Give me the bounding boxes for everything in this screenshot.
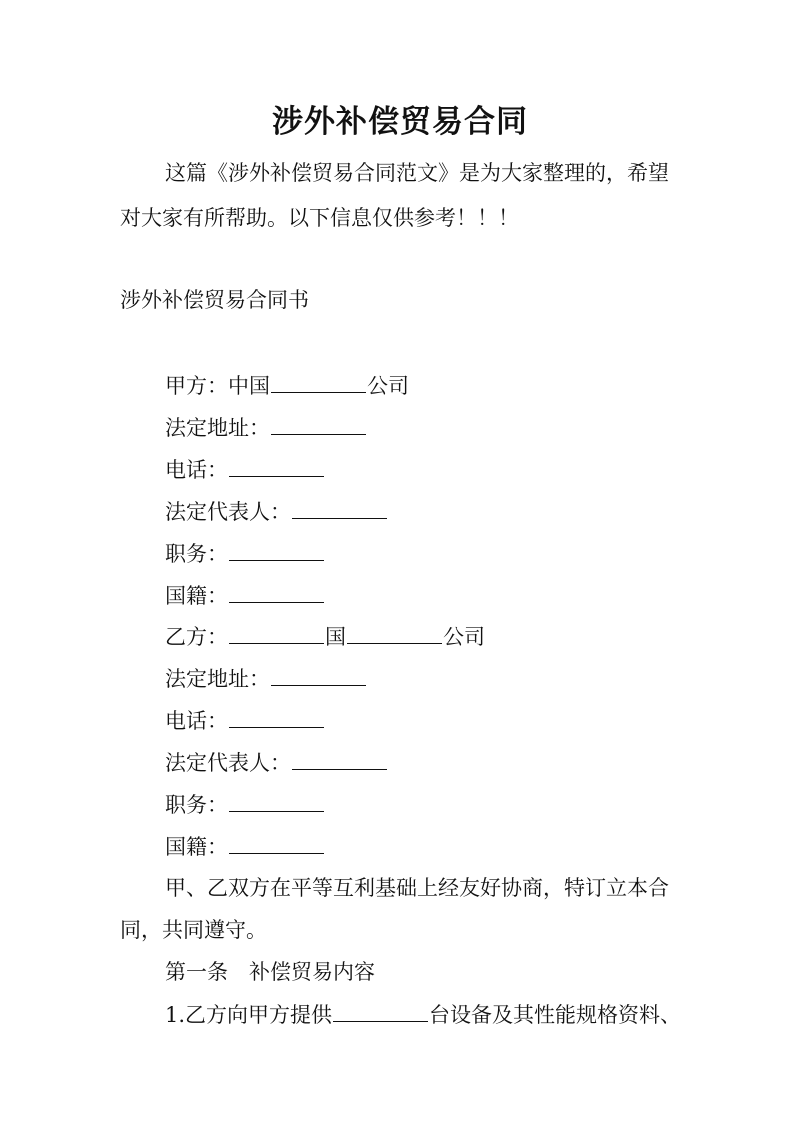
item-1-suffix: 台设备及其性能规格资料、 — [429, 1003, 682, 1027]
party-b-representative-line — [165, 749, 388, 776]
party-b-company-blank — [347, 623, 442, 644]
party-b-address-label: 法定地址： — [165, 667, 270, 691]
party-b-representative-label: 法定代表人： — [165, 751, 291, 775]
party-b-address-line — [165, 665, 367, 692]
party-b-label: 乙方： — [165, 625, 228, 649]
party-a-label: 甲方：中国 — [165, 374, 270, 398]
party-a-nationality-line — [165, 582, 325, 609]
agreement-paragraph-line-1: 甲、乙双方在平等互利基础上经友好协商，特订立本合 — [165, 876, 669, 900]
document-title: 涉外补偿贸易合同 — [272, 104, 528, 140]
party-b-country-suffix: 国 — [325, 625, 346, 649]
article-1-item-1 — [165, 1001, 681, 1028]
party-a-nationality-blank — [229, 582, 324, 603]
party-a-position-blank — [229, 540, 324, 561]
contract-subtitle: 涉外补偿贸易合同书 — [120, 288, 309, 312]
item-1-prefix: 1.乙方向甲方提供 — [165, 1003, 333, 1027]
party-b-nationality-blank — [229, 833, 324, 854]
party-b-suffix: 公司 — [443, 625, 485, 649]
party-b-phone-blank — [229, 707, 324, 728]
party-b-representative-blank — [292, 749, 387, 770]
party-a-representative-blank — [292, 498, 387, 519]
party-b-country-blank — [229, 623, 324, 644]
party-b-address-blank — [271, 665, 366, 686]
party-b-line — [165, 623, 485, 650]
party-b-phone-label: 电话： — [165, 709, 228, 733]
party-a-phone-line — [165, 456, 325, 483]
party-a-phone-blank — [229, 456, 324, 477]
party-a-address-blank — [271, 414, 366, 435]
party-a-suffix: 公司 — [367, 374, 409, 398]
party-a-phone-label: 电话： — [165, 458, 228, 482]
party-a-line — [165, 372, 409, 399]
party-b-position-line — [165, 791, 325, 818]
party-a-position-line — [165, 540, 325, 567]
party-a-nationality-label: 国籍： — [165, 584, 228, 608]
party-b-phone-line — [165, 707, 325, 734]
agreement-paragraph-line-2: 同，共同遵守。 — [120, 918, 267, 942]
party-a-position-label: 职务： — [165, 542, 228, 566]
intro-paragraph-line-2: 对大家有所帮助。以下信息仅供参考！！！ — [120, 206, 519, 230]
party-b-position-label: 职务： — [165, 793, 228, 817]
party-b-position-blank — [229, 791, 324, 812]
item-1-quantity-blank — [333, 1001, 428, 1022]
party-a-address-line — [165, 414, 367, 441]
party-b-nationality-label: 国籍： — [165, 835, 228, 859]
party-a-representative-label: 法定代表人： — [165, 500, 291, 524]
party-a-company-blank — [271, 372, 366, 393]
article-1-heading: 第一条 补偿贸易内容 — [165, 960, 375, 984]
party-a-address-label: 法定地址： — [165, 416, 270, 440]
party-a-representative-line — [165, 498, 388, 525]
party-b-nationality-line — [165, 833, 325, 860]
intro-paragraph-line-1: 这篇《涉外补偿贸易合同范文》是为大家整理的，希望 — [165, 161, 669, 185]
